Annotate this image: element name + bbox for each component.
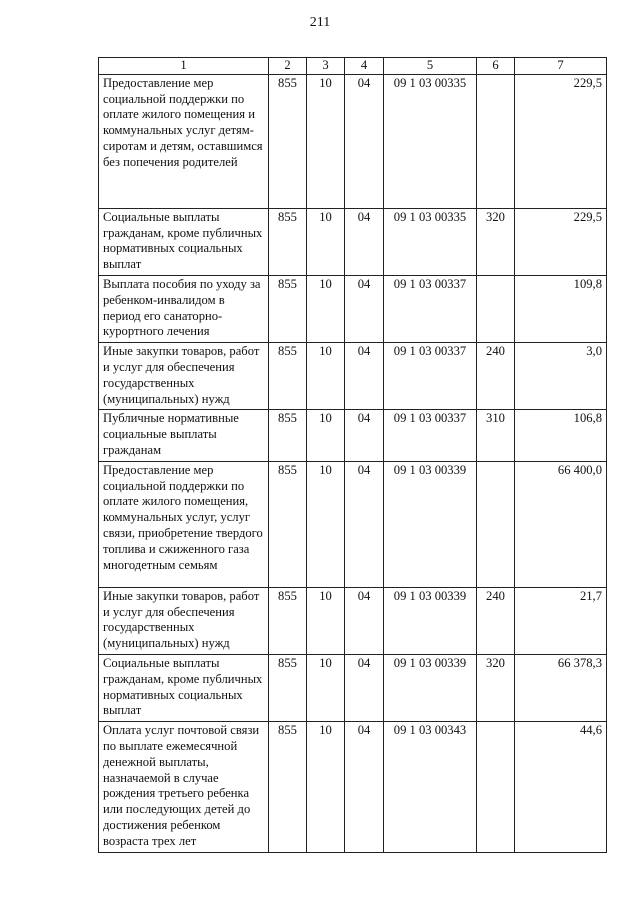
- table-row: [99, 722, 607, 852]
- row-csr: 09 1 03 00337: [384, 275, 477, 342]
- header-row: [99, 58, 607, 75]
- row-ved: 855: [269, 410, 307, 461]
- row-pr: 04: [345, 461, 384, 587]
- row-csr: 09 1 03 00339: [384, 461, 477, 587]
- header-col-1: 1: [99, 58, 269, 75]
- row-sum: 66 378,3: [515, 654, 607, 721]
- row-vr: 240: [477, 587, 515, 654]
- row-name: Предоставление мер социальной поддержки по оплате жилого помещения, коммунальных услуг, услуг связи, приобретение твердого топлива и сжиженного газа многодетным семьям: [99, 461, 269, 587]
- row-ved: 855: [269, 587, 307, 654]
- row-pr: 04: [345, 587, 384, 654]
- row-rz: 10: [307, 722, 345, 852]
- table-row: [99, 410, 607, 461]
- row-vr: [477, 722, 515, 852]
- row-csr: 09 1 03 00337: [384, 410, 477, 461]
- header-col-2: 2: [269, 58, 307, 75]
- row-sum: 3,0: [515, 343, 607, 410]
- row-ved: 855: [269, 654, 307, 721]
- row-ved: 855: [269, 722, 307, 852]
- row-ved: 855: [269, 275, 307, 342]
- row-pr: 04: [345, 275, 384, 342]
- row-csr: 09 1 03 00335: [384, 74, 477, 208]
- row-rz: 10: [307, 74, 345, 208]
- row-sum: 109,8: [515, 275, 607, 342]
- row-rz: 10: [307, 587, 345, 654]
- row-csr: 09 1 03 00337: [384, 343, 477, 410]
- row-sum: 229,5: [515, 74, 607, 208]
- row-name: Выплата пособия по уходу за ребенком-инвалидом в период его санаторно-курортного лечения: [99, 275, 269, 342]
- header-col-5: 5: [384, 58, 477, 75]
- table-row: [99, 343, 607, 410]
- row-vr: 240: [477, 343, 515, 410]
- row-vr: 320: [477, 654, 515, 721]
- row-ved: 855: [269, 461, 307, 587]
- page-number: 211: [309, 15, 331, 30]
- budget-table: [98, 57, 607, 853]
- row-sum: 229,5: [515, 208, 607, 275]
- row-vr: [477, 461, 515, 587]
- row-rz: 10: [307, 208, 345, 275]
- row-name: Иные закупки товаров, работ и услуг для обеспечения государственных (муниципальных) нужд: [99, 343, 269, 410]
- row-rz: 10: [307, 275, 345, 342]
- row-ved: 855: [269, 208, 307, 275]
- row-name: Социальные выплаты гражданам, кроме публичных нормативных социальных выплат: [99, 654, 269, 721]
- row-csr: 09 1 03 00339: [384, 654, 477, 721]
- header-col-7: 7: [515, 58, 607, 75]
- table-row: [99, 275, 607, 342]
- table-row: [99, 654, 607, 721]
- header-col-6: 6: [477, 58, 515, 75]
- row-name: Оплата услуг почтовой связи по выплате ежемесячной денежной выплаты, назначаемой в случае рождения третьего ребенка или последующих детей до достижения ребенком возраста трех лет: [99, 722, 269, 852]
- row-name: Социальные выплаты гражданам, кроме публичных нормативных социальных выплат: [99, 208, 269, 275]
- row-rz: 10: [307, 343, 345, 410]
- row-name: Иные закупки товаров, работ и услуг для обеспечения государственных (муниципальных) нужд: [99, 587, 269, 654]
- row-sum: 106,8: [515, 410, 607, 461]
- row-pr: 04: [345, 208, 384, 275]
- row-rz: 10: [307, 654, 345, 721]
- row-csr: 09 1 03 00339: [384, 587, 477, 654]
- row-csr: 09 1 03 00335: [384, 208, 477, 275]
- header-col-4: 4: [345, 58, 384, 75]
- row-vr: 320: [477, 208, 515, 275]
- row-vr: [477, 275, 515, 342]
- row-sum: 66 400,0: [515, 461, 607, 587]
- table-row: [99, 74, 607, 208]
- row-pr: 04: [345, 410, 384, 461]
- row-csr: 09 1 03 00343: [384, 722, 477, 852]
- row-pr: 04: [345, 654, 384, 721]
- row-ved: 855: [269, 74, 307, 208]
- row-name: Предоставление мер социальной поддержки по оплате жилого помещения и коммунальных услуг детям-сиротам и детям, оставшимся без попечения родителей: [99, 74, 269, 208]
- row-sum: 21,7: [515, 587, 607, 654]
- header-col-3: 3: [307, 58, 345, 75]
- row-rz: 10: [307, 461, 345, 587]
- row-sum: 44,6: [515, 722, 607, 852]
- row-ved: 855: [269, 343, 307, 410]
- row-pr: 04: [345, 722, 384, 852]
- row-name: Публичные нормативные социальные выплаты гражданам: [99, 410, 269, 461]
- row-rz: 10: [307, 410, 345, 461]
- table-row: [99, 587, 607, 654]
- table-row: [99, 208, 607, 275]
- row-vr: 310: [477, 410, 515, 461]
- table-row: [99, 461, 607, 587]
- row-vr: [477, 74, 515, 208]
- row-pr: 04: [345, 343, 384, 410]
- row-pr: 04: [345, 74, 384, 208]
